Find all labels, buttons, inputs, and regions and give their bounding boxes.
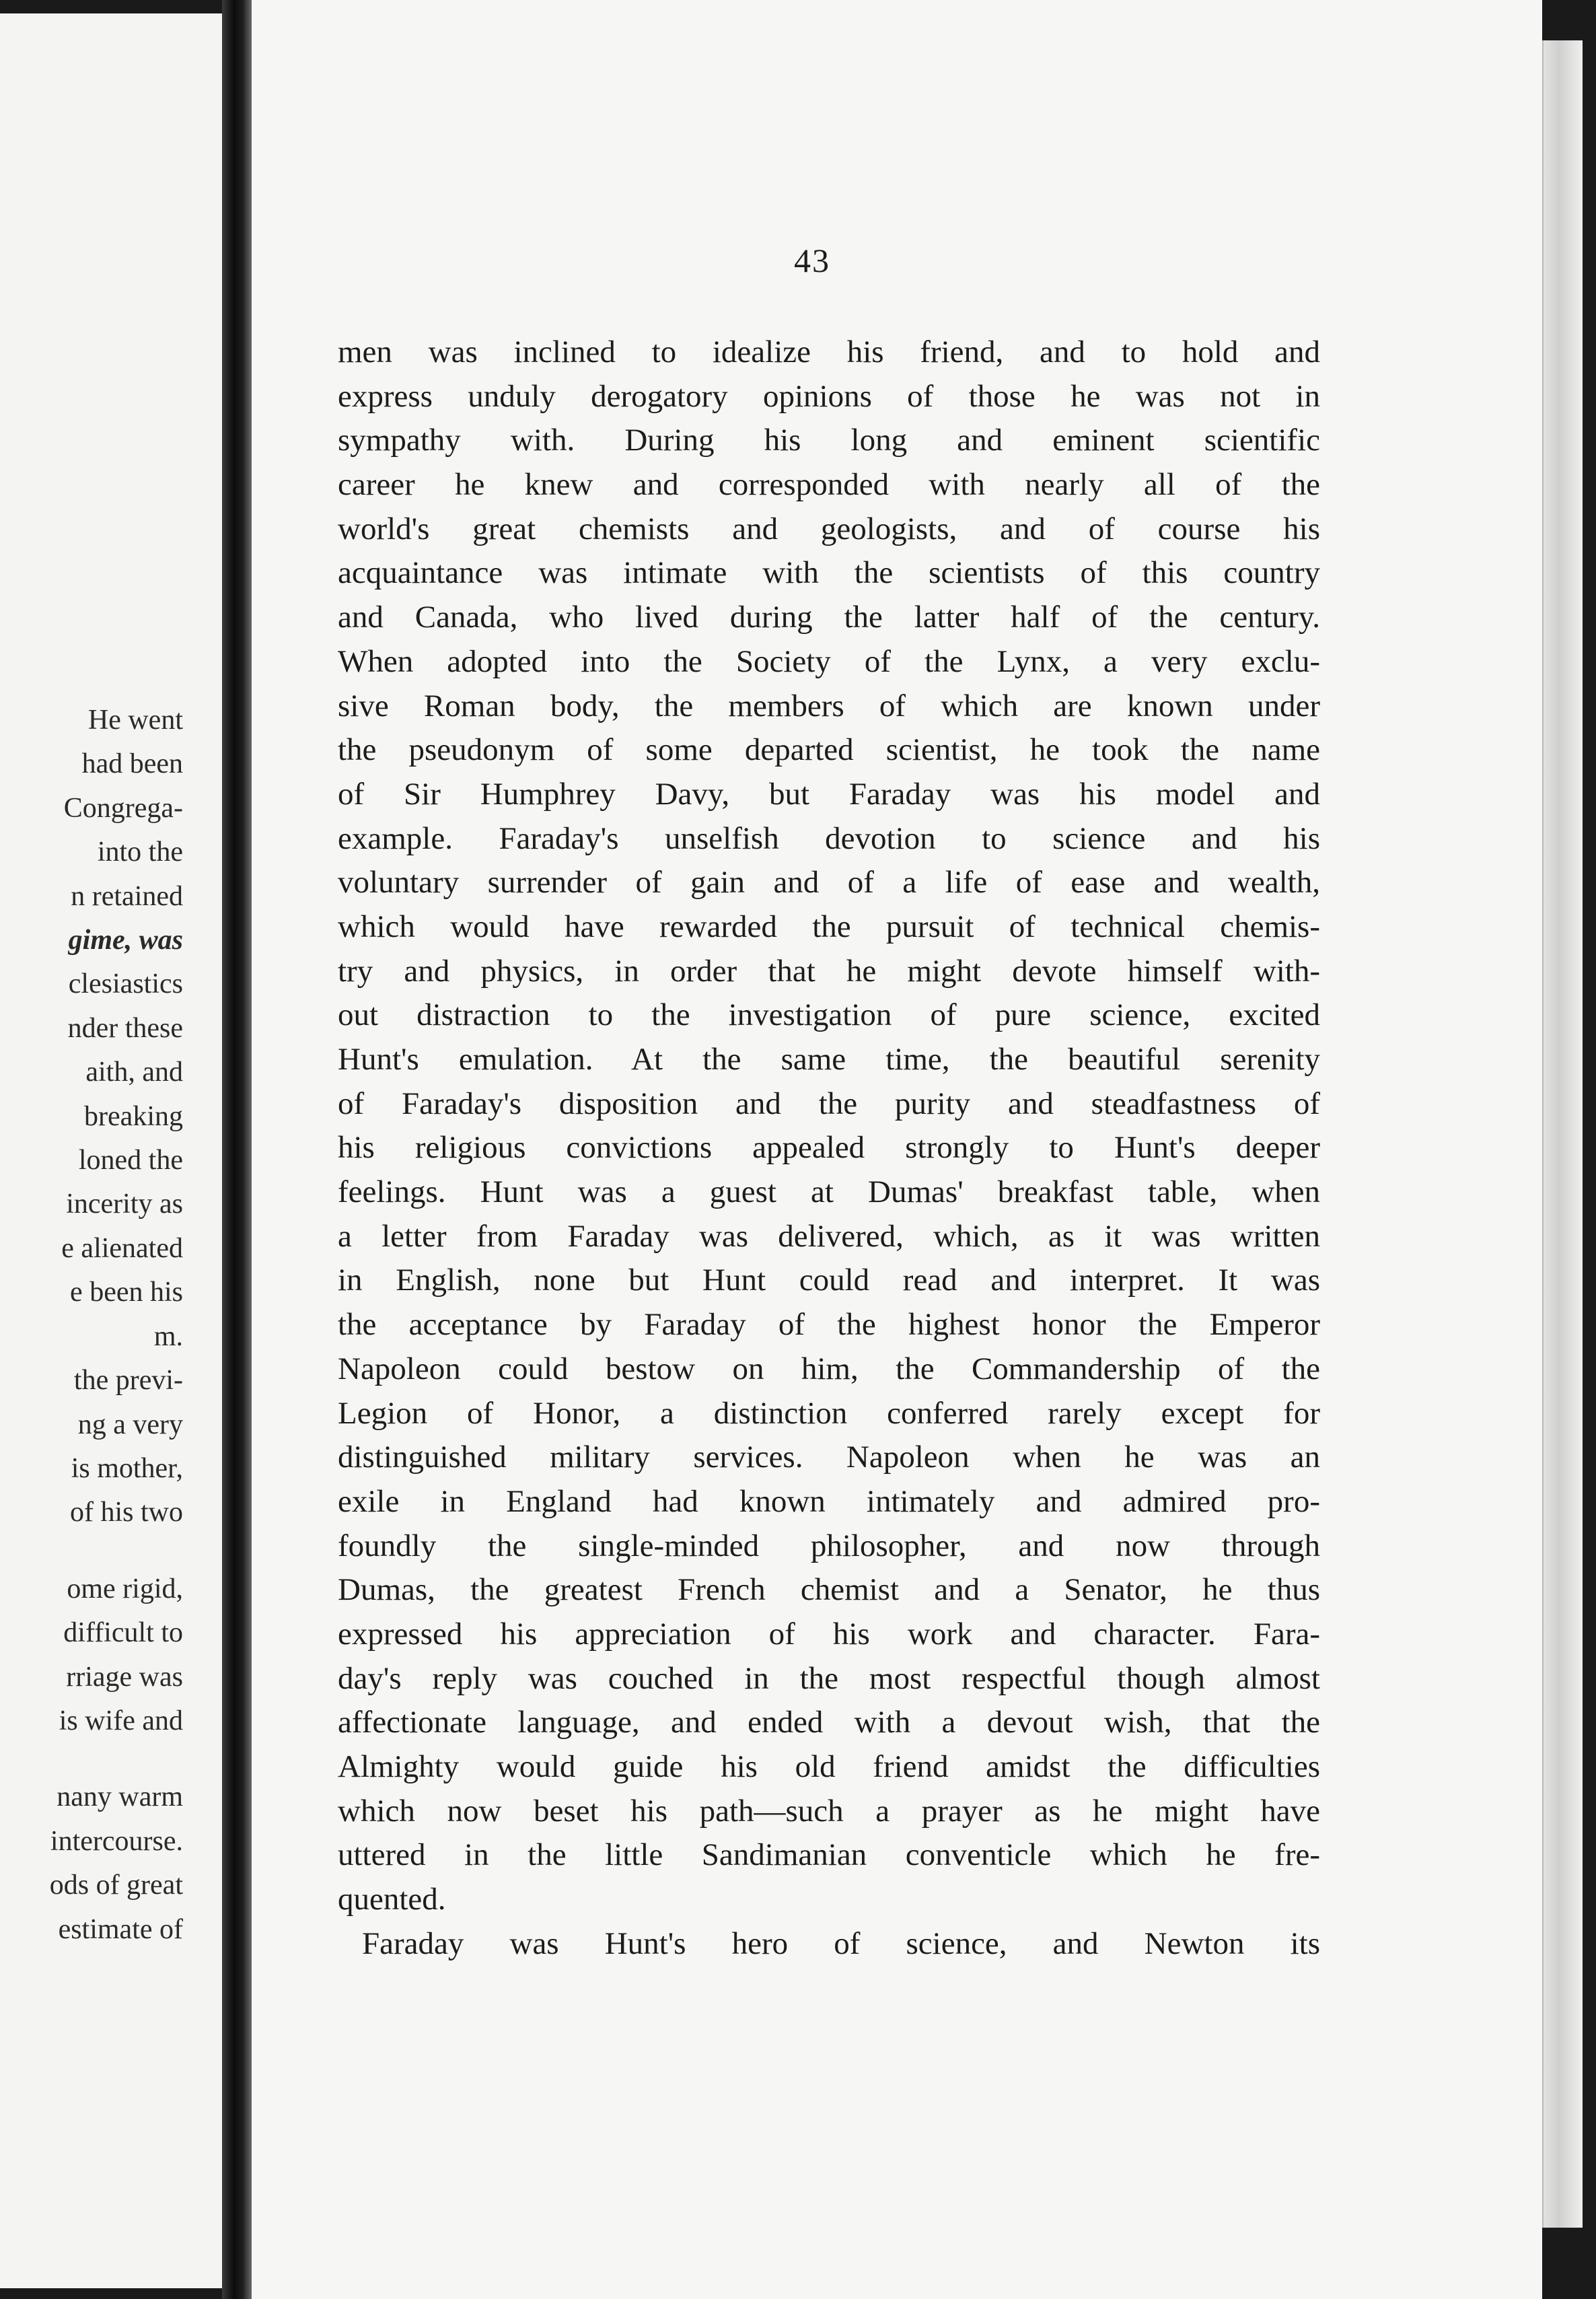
text-line: Almighty would guide his old friend amidst the difficulties (338, 1749, 1320, 1784)
text-line: and Canada, who lived during the latter half of the century. (338, 600, 1320, 635)
text-line: his religious convictions appealed strongly to Hunt's deeper (338, 1130, 1320, 1166)
text-line: Hunt's emulation. At the same time, the beautiful serenity (338, 1042, 1320, 1077)
left-line: m. (153, 1320, 183, 1352)
text-line: world's great chemists and geologists, and of course his (338, 511, 1320, 546)
left-line: aith, and (85, 1057, 183, 1088)
left-line: Congrega- (63, 792, 183, 824)
left-facing-page (0, 13, 222, 2288)
left-line: ods of great (49, 1870, 183, 1901)
text-line: Napoleon could bestow on him, the Commandership of the (338, 1351, 1320, 1386)
text-line: exile in England had known intimately and admired pro- (338, 1483, 1320, 1519)
left-line: loned the (78, 1145, 183, 1176)
left-line: clesiastics (68, 968, 183, 1000)
text-line: example. Faraday's unselfish devotion to science and his (338, 820, 1320, 856)
left-line: rriage was (66, 1661, 183, 1693)
text-line: a letter from Faraday was delivered, which, as it was written (338, 1218, 1320, 1254)
text-line: sympathy with. During his long and eminent scientific (338, 423, 1320, 458)
left-line: difficult to (63, 1617, 183, 1649)
left-line: ng a very (77, 1409, 183, 1440)
text-line: voluntary surrender of gain and of a life of ease and wealth, (338, 865, 1320, 900)
left-line: incerity as (66, 1189, 183, 1220)
text-line: sive Roman body, the members of which are known under (338, 688, 1320, 723)
left-line (0, 919, 183, 962)
left-line-italic: gime, was (68, 925, 183, 956)
book-gutter (222, 0, 252, 2299)
paragraph-gap (0, 1535, 183, 1567)
left-line: is wife and (59, 1705, 183, 1736)
text-line: in English, none but Hunt could read and interpret. It was (338, 1263, 1320, 1298)
text-line: acquaintance was intimate with the scientists of this country (338, 555, 1320, 591)
left-line: estimate of (58, 1913, 183, 1945)
text-line: quented. (338, 1882, 446, 1917)
left-line: the previ- (73, 1365, 183, 1396)
text-line: the pseudonym of some departed scientist, he took the name (338, 732, 1320, 768)
text-line: day's reply was couched in the most respectful though almost (338, 1660, 1320, 1696)
left-line: He went (87, 705, 183, 736)
text-line: of Faraday's disposition and the purity and steadfastness of (338, 1086, 1320, 1121)
text-line: When adopted into the Society of the Lynx, a very exclu- (338, 643, 1320, 679)
left-line: is mother, (71, 1452, 183, 1484)
text-line: of Sir Humphrey Davy, but Faraday was his model and (338, 776, 1320, 812)
left-line: of his two (70, 1497, 183, 1528)
text-line: foundly the single-minded philosopher, and now through (338, 1528, 1320, 1563)
text-line: feelings. Hunt was a guest at Dumas' breakfast table, when (338, 1174, 1320, 1210)
text-line: Faraday was Hunt's hero of science, and Newton its (362, 1925, 1320, 1961)
paragraph-gap (0, 1743, 183, 1775)
text-line: Legion of Honor, a distinction conferred rarely except for (338, 1395, 1320, 1431)
left-page-text (0, 699, 183, 1952)
text-line: Dumas, the greatest French chemist and a Senator, he thus (338, 1572, 1320, 1608)
left-line: e alienated (61, 1232, 183, 1264)
text-line: affectionate language, and ended with a devout wish, that the (338, 1705, 1320, 1740)
text-line: which now beset his path—such a prayer as he might have (338, 1793, 1320, 1829)
left-line: into the (97, 837, 183, 868)
text-line: men was inclined to idealize his friend, and to hold and (338, 334, 1320, 369)
left-line: nder these (67, 1012, 183, 1044)
text-line: try and physics, in order that he might devote himself with- (338, 953, 1320, 989)
text-line: distinguished military services. Napoleon when he was an (338, 1440, 1320, 1475)
left-line: breaking (84, 1100, 183, 1132)
left-line: ome rigid, (67, 1573, 183, 1604)
text-line: career he knew and corresponded with nearly all of the (338, 467, 1320, 503)
text-line: express unduly derogatory opinions of those he was not in (338, 378, 1320, 414)
body-text (338, 330, 1320, 1966)
left-line: n retained (71, 880, 183, 912)
page-stack-edge (1542, 40, 1583, 2228)
text-line: which would have rewarded the pursuit of technical chemis- (338, 909, 1320, 944)
left-line: nany warm (57, 1781, 183, 1813)
text-line: the acceptance by Faraday of the highest honor the Emperor (338, 1307, 1320, 1343)
left-line: intercourse. (50, 1825, 183, 1857)
text-line: uttered in the little Sandimanian conventicle which he fre- (338, 1837, 1320, 1873)
text-line: expressed his appreciation of his work and character. Fara- (338, 1616, 1320, 1652)
left-line: e been his (70, 1277, 183, 1308)
page-number: 43 (794, 242, 830, 279)
text-line: out distraction to the investigation of pure science, excited (338, 997, 1320, 1033)
left-line: had been (81, 748, 183, 780)
